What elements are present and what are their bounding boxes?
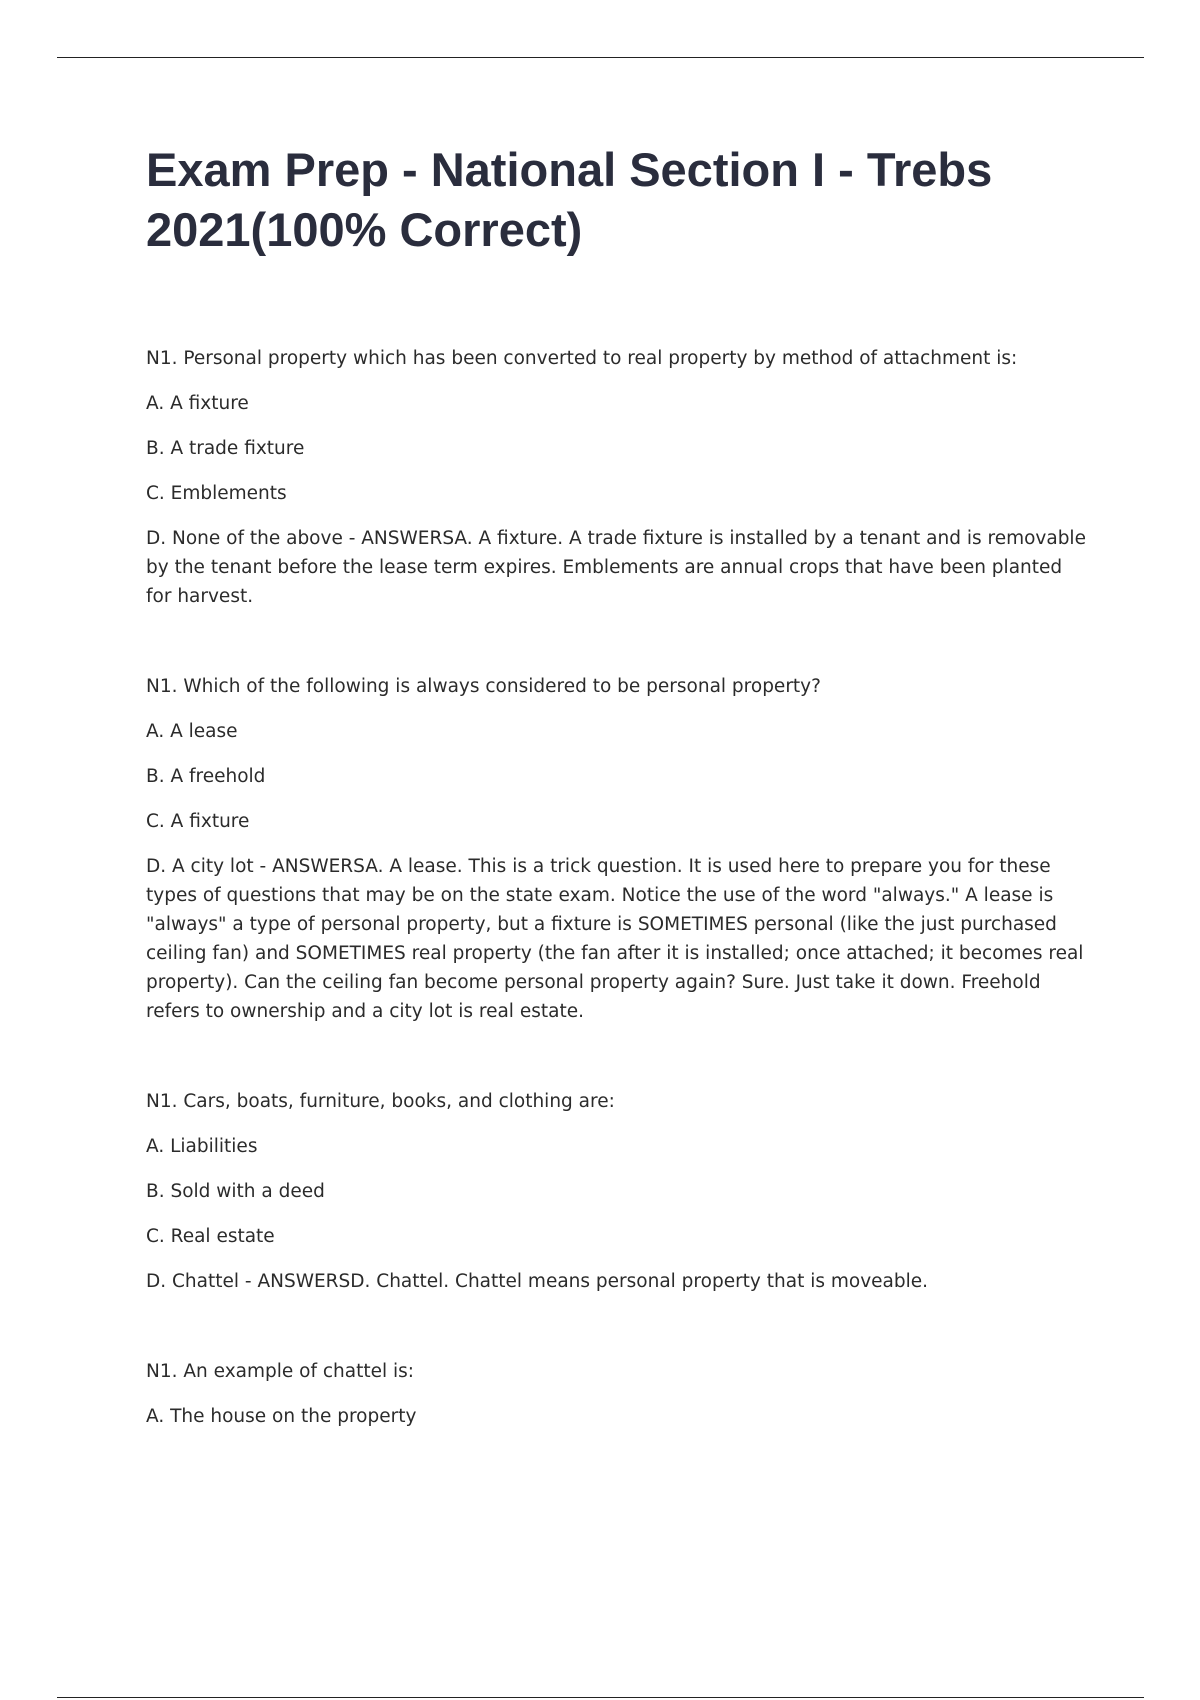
question-list	[146, 344, 1086, 1431]
option-c: C. Real estate	[146, 1226, 275, 1247]
option-c: C. Emblements	[146, 483, 287, 504]
question-item	[146, 672, 1086, 1026]
option-d-with-answer: D. A city lot - ANSWERSA. A lease. This is a trick question. It is used here to prepare you for these types of questions that may be on the state exam. Notice the use of the word "always." A lease is "always" a type of personal property, but a fixture is SOMETIMES personal (like the just purchased ceiling fan) and SOMETIMES real property (the fan after it is installed; once attached; it becomes real property). Can the ceiling fan become personal property again? Sure. Just take it down. Freehold refers to ownership and a city lot is real estate.	[146, 856, 1084, 1022]
option-list	[146, 389, 1086, 611]
option-b: B. A trade fixture	[146, 438, 305, 459]
question-text: N1. Which of the following is always considered to be personal property?	[146, 676, 821, 697]
document-title: Exam Prep - National Section I - Trebs 2021(100% Correct)	[146, 143, 993, 256]
question-text: N1. Cars, boats, furniture, books, and clothing are:	[146, 1091, 615, 1112]
option-list	[146, 717, 1086, 1026]
option-b: B. A freehold	[146, 766, 266, 787]
top-rule	[57, 57, 1144, 58]
question-item	[146, 1087, 1086, 1296]
question-item	[146, 1357, 1086, 1431]
option-a: A. The house on the property	[146, 1406, 417, 1427]
option-d-with-answer: D. None of the above - ANSWERSA. A fixture. A trade fixture is installed by a tenant and is removable by the tenant before the lease term expires. Emblements are annual crops that have been planted for harvest.	[146, 528, 1086, 607]
document-body	[146, 140, 1086, 1492]
question-text: N1. Personal property which has been converted to real property by method of attachment is:	[146, 348, 1018, 369]
option-c: C. A fixture	[146, 811, 250, 832]
option-list	[146, 1402, 1086, 1431]
option-b: B. Sold with a deed	[146, 1181, 325, 1202]
option-list	[146, 1132, 1086, 1296]
option-a: A. A lease	[146, 721, 238, 742]
bottom-rule	[57, 1697, 1144, 1698]
option-a: A. Liabilities	[146, 1136, 258, 1157]
question-item	[146, 344, 1086, 611]
option-d-with-answer: D. Chattel - ANSWERSD. Chattel. Chattel means personal property that is moveable.	[146, 1271, 929, 1292]
question-text: N1. An example of chattel is:	[146, 1361, 415, 1382]
option-a: A. A fixture	[146, 393, 249, 414]
